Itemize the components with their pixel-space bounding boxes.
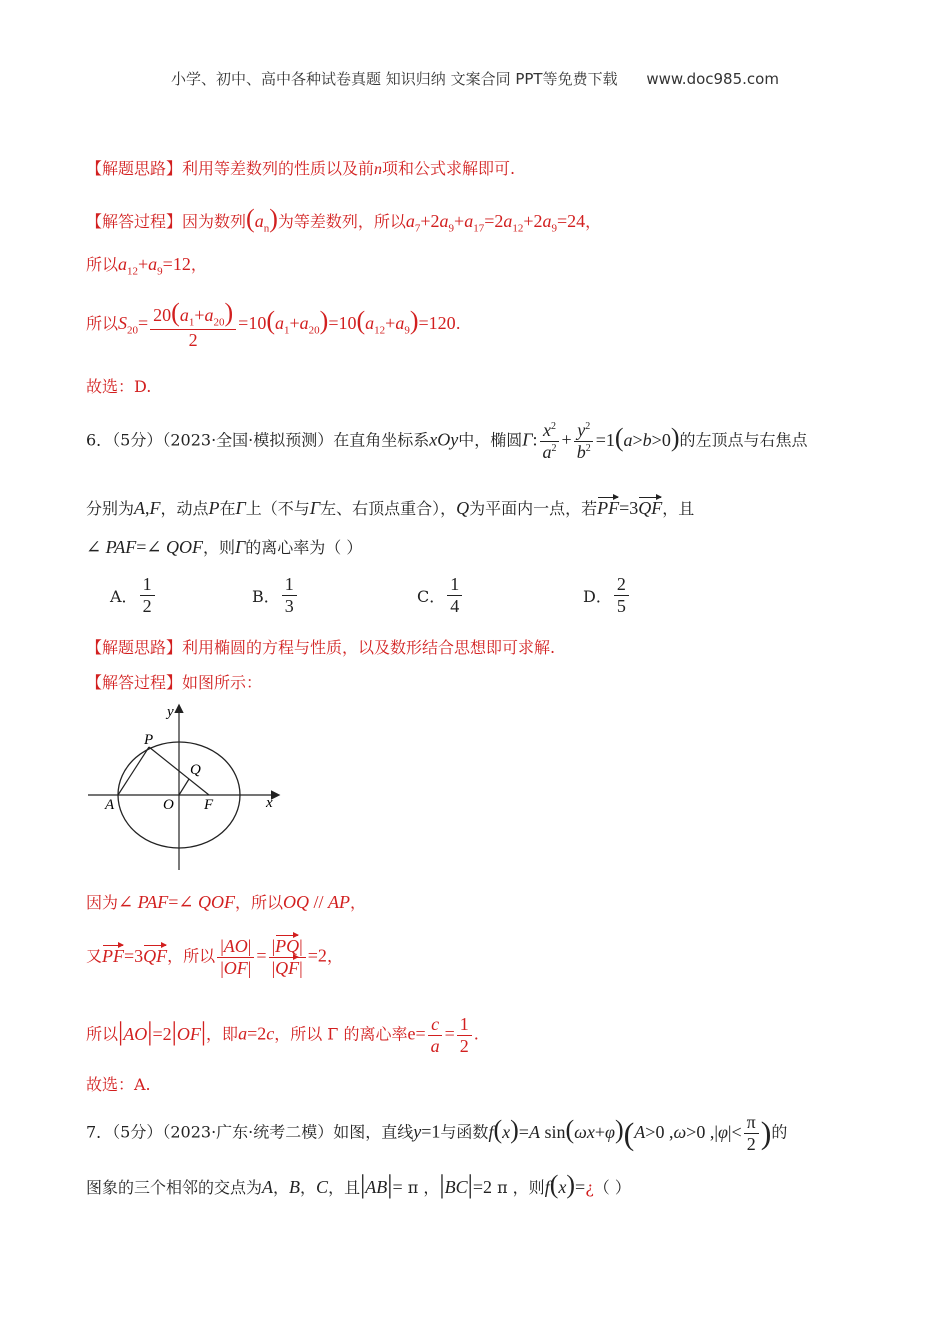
header-text: 小学、初中、高中各种试卷真题 知识归纳 文案合同 PPT等免费下载 [171, 70, 618, 88]
process-tag: 【解答过程】 [86, 212, 183, 231]
q7-stem-line1: 7．（5分）（2023·广东·统考二模）如图，直线y=1与函数f(x)=A sin(ωx+φ)(A>0 ,ω>0 ,|φ|< $\frac{\pi}{2}$ )的 [86, 1112, 788, 1154]
segment-oq [179, 779, 189, 795]
label-o: O [163, 797, 174, 813]
q5-idea: 【解题思路】利用等差数列的性质以及前n项和公式求解即可. [86, 159, 516, 178]
q5-line2: 所以$a_{12}+a_9=12$， [86, 254, 207, 278]
idea-tag: 【解题思路】 [86, 159, 183, 178]
q6-process: 【解答过程】如图所示： [86, 673, 263, 692]
q5-process: 【解答过程】因为数列$(a_n)$为等差数列，所以$a_7+2a_9+a_{17}=2a_{12}+2a_9=24$， [86, 204, 602, 235]
q6-sol3: 所以|AO|=2|OF|，即a=2c，所以 Γ 的离心率e= $\frac{c}{a}$ = $\frac{1}{2}$ . [86, 1014, 479, 1056]
q6-stem-line2: 分别为A,F，动点P在Γ上（不与Γ左、右顶点重合），Q为平面内一点，若PF=3QF，且 [86, 498, 695, 518]
header-url[interactable]: www.doc985.com [646, 70, 779, 88]
q5-answer: 故选：D. [86, 377, 152, 396]
option-c[interactable]: C． $\frac{1}{4}$ [417, 574, 464, 616]
label-a: A [105, 797, 115, 813]
option-a[interactable]: A． $\frac{1}{2}$ [110, 574, 157, 616]
q6-answer: 故选：A. [86, 1075, 151, 1094]
q6-sol1: 因为∠ PAF=∠ QOF，所以OQ // AP， [86, 892, 367, 912]
option-b[interactable]: B． $\frac{1}{3}$ [252, 574, 299, 616]
ellipse-figure [80, 700, 290, 875]
q6-stem-line3: ∠ PAF=∠ QOF，则Γ的离心率为（ ） [86, 537, 363, 557]
label-q: Q [190, 762, 201, 778]
q5-line3: 所以$S_{20}=$ $\frac{20(a_1+a_{20})}{2}$ $=10(a_1+a_{20})=10(a_{12}+a_9)=120$. [86, 298, 461, 351]
label-x: x [266, 795, 273, 811]
option-d[interactable]: D． $\frac{2}{5}$ [583, 574, 631, 616]
page-header [0, 68, 950, 89]
q7-stem-line2: 图象的三个相邻的交点为A，B，C，且|AB|= π ，|BC|=2 π ，则f(x)=¿（ ） [86, 1170, 631, 1199]
q6-sol2: 又PF=3QF，所以 $\frac{|AO|}{|OF|}$ = $\frac{|PQ|}{|QF|}$ =2， [86, 936, 343, 978]
label-f: F [204, 797, 214, 813]
label-y: y [167, 704, 174, 720]
q6-stem-line1: 6．（5分）（2023·全国·模拟预测）在直角坐标系xOy中，椭圆Γ: $\frac{x^2}{a^2}$ + $\frac{y^2}{b^2}$ =1(a>b>0)的左顶点与右焦点 [86, 420, 808, 462]
label-p: P [144, 732, 154, 748]
segment-ap [118, 747, 149, 795]
q6-idea: 【解题思路】利用椭圆的方程与性质，以及数形结合思想即可求解. [86, 638, 556, 657]
